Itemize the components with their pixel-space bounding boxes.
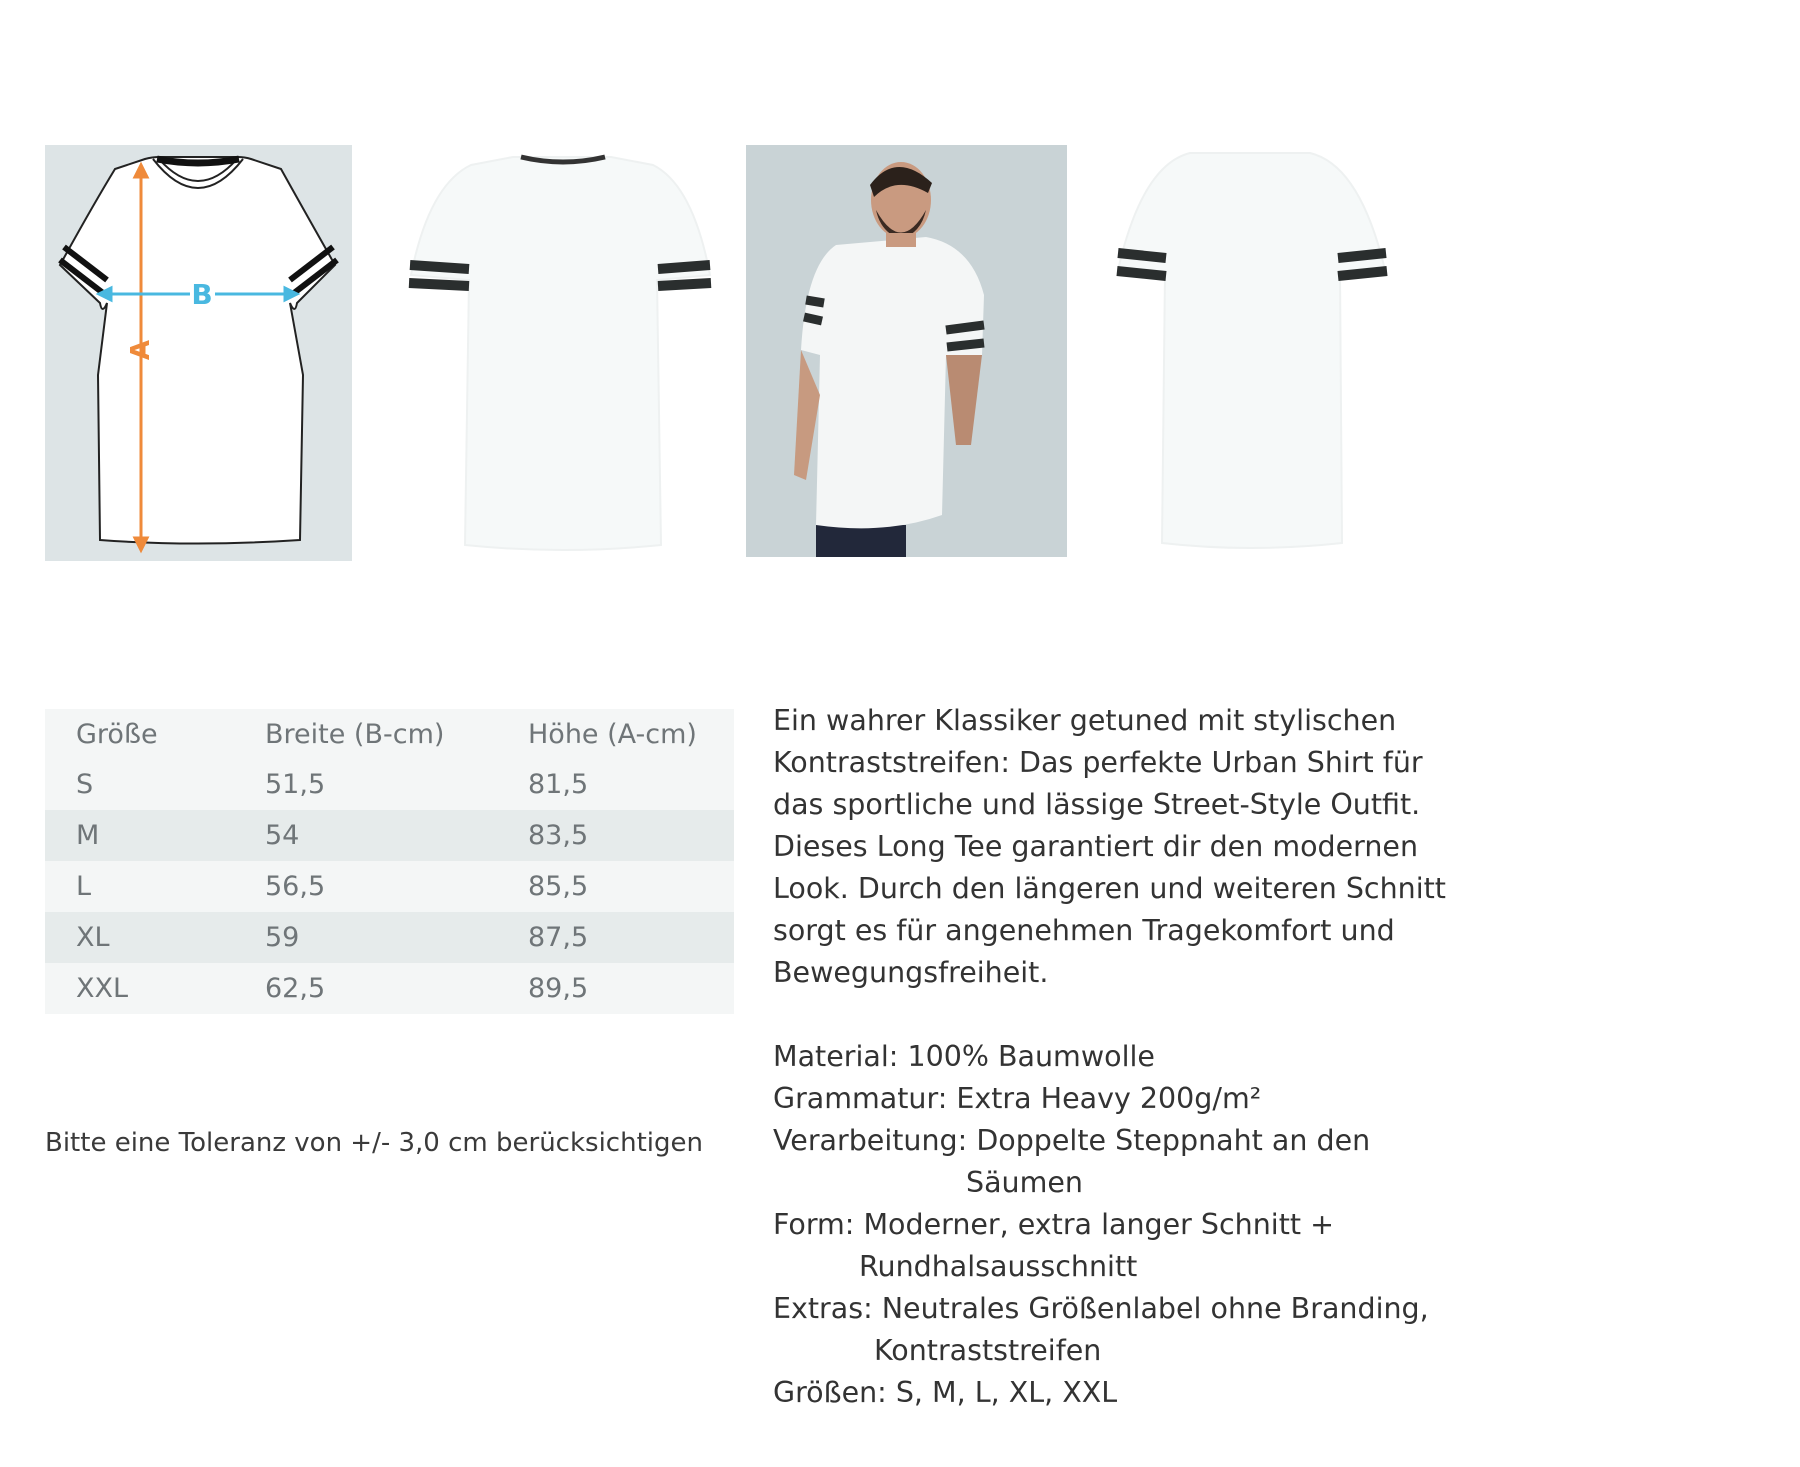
header-breite: Breite (B-cm) bbox=[265, 718, 445, 750]
header-groesse: Größe bbox=[76, 718, 158, 750]
label-a: A bbox=[126, 339, 156, 361]
size-cell: XL bbox=[76, 922, 110, 953]
spec-extras: Extras: Neutrales Größenlabel ohne Branding, bbox=[773, 1292, 1429, 1325]
description-line: Kontraststreifen: Das perfekte Urban Shirt für bbox=[773, 746, 1423, 779]
size-cell: XXL bbox=[76, 973, 129, 1004]
description-line: Bewegungsfreiheit. bbox=[773, 956, 1049, 989]
size-cell: S bbox=[76, 769, 94, 800]
spec-verarbeitung: Verarbeitung: Doppelte Steppnaht an den bbox=[773, 1124, 1371, 1157]
width-cell: 62,5 bbox=[265, 973, 326, 1004]
spec-groessen: Größen: S, M, L, XL, XXL bbox=[773, 1376, 1118, 1409]
label-b: B bbox=[191, 278, 213, 311]
tolerance-note: Bitte eine Toleranz von +/- 3,0 cm berücksichtigen bbox=[45, 1128, 703, 1158]
description-line: das sportliche und lässige Street-Style Outfit. bbox=[773, 788, 1421, 821]
model-photo bbox=[746, 145, 1067, 557]
height-cell: 81,5 bbox=[528, 769, 589, 800]
table-row bbox=[45, 861, 734, 912]
product-specs bbox=[773, 1036, 1429, 1414]
size-diagram bbox=[45, 145, 352, 561]
tshirt-outline-diagram bbox=[45, 145, 352, 561]
spec-extras-cont: Kontraststreifen bbox=[874, 1334, 1102, 1367]
description-line: Ein wahrer Klassiker getuned mit stylischen bbox=[773, 704, 1397, 737]
width-cell: 59 bbox=[265, 922, 300, 953]
width-cell: 54 bbox=[265, 820, 300, 851]
table-row bbox=[45, 810, 734, 861]
table-row bbox=[45, 963, 734, 1014]
tshirt-back-icon bbox=[1110, 145, 1394, 561]
spec-form-cont: Rundhalsausschnitt bbox=[859, 1250, 1138, 1283]
table-header-row bbox=[45, 709, 734, 759]
spec-verarbeitung-cont: Säumen bbox=[966, 1166, 1083, 1199]
height-cell: 89,5 bbox=[528, 973, 589, 1004]
height-cell: 87,5 bbox=[528, 922, 589, 953]
height-cell: 85,5 bbox=[528, 871, 589, 902]
description-line: Dieses Long Tee garantiert dir den modernen bbox=[773, 830, 1419, 863]
size-cell: L bbox=[76, 871, 92, 902]
spec-form: Form: Moderner, extra langer Schnitt + bbox=[773, 1208, 1335, 1241]
tshirt-front-icon bbox=[403, 145, 720, 561]
description-line: sorgt es für angenehmen Tragekomfort und bbox=[773, 914, 1395, 947]
width-cell: 51,5 bbox=[265, 769, 326, 800]
front-product-image bbox=[403, 145, 720, 561]
back-product-image bbox=[1110, 145, 1394, 561]
spec-material: Material: 100% Baumwolle bbox=[773, 1040, 1155, 1073]
table-row bbox=[45, 759, 734, 810]
spec-grammatur: Grammatur: Extra Heavy 200g/m² bbox=[773, 1082, 1262, 1115]
height-cell: 83,5 bbox=[528, 820, 589, 851]
table-row bbox=[45, 912, 734, 963]
description-line: Look. Durch den längeren und weiteren Schnitt bbox=[773, 872, 1446, 905]
man-wearing-long-tee-image bbox=[746, 145, 1067, 557]
product-description bbox=[773, 700, 1463, 994]
size-table bbox=[45, 709, 734, 1014]
width-cell: 56,5 bbox=[265, 871, 326, 902]
header-hoehe: Höhe (A-cm) bbox=[528, 718, 697, 750]
size-cell: M bbox=[76, 820, 100, 851]
